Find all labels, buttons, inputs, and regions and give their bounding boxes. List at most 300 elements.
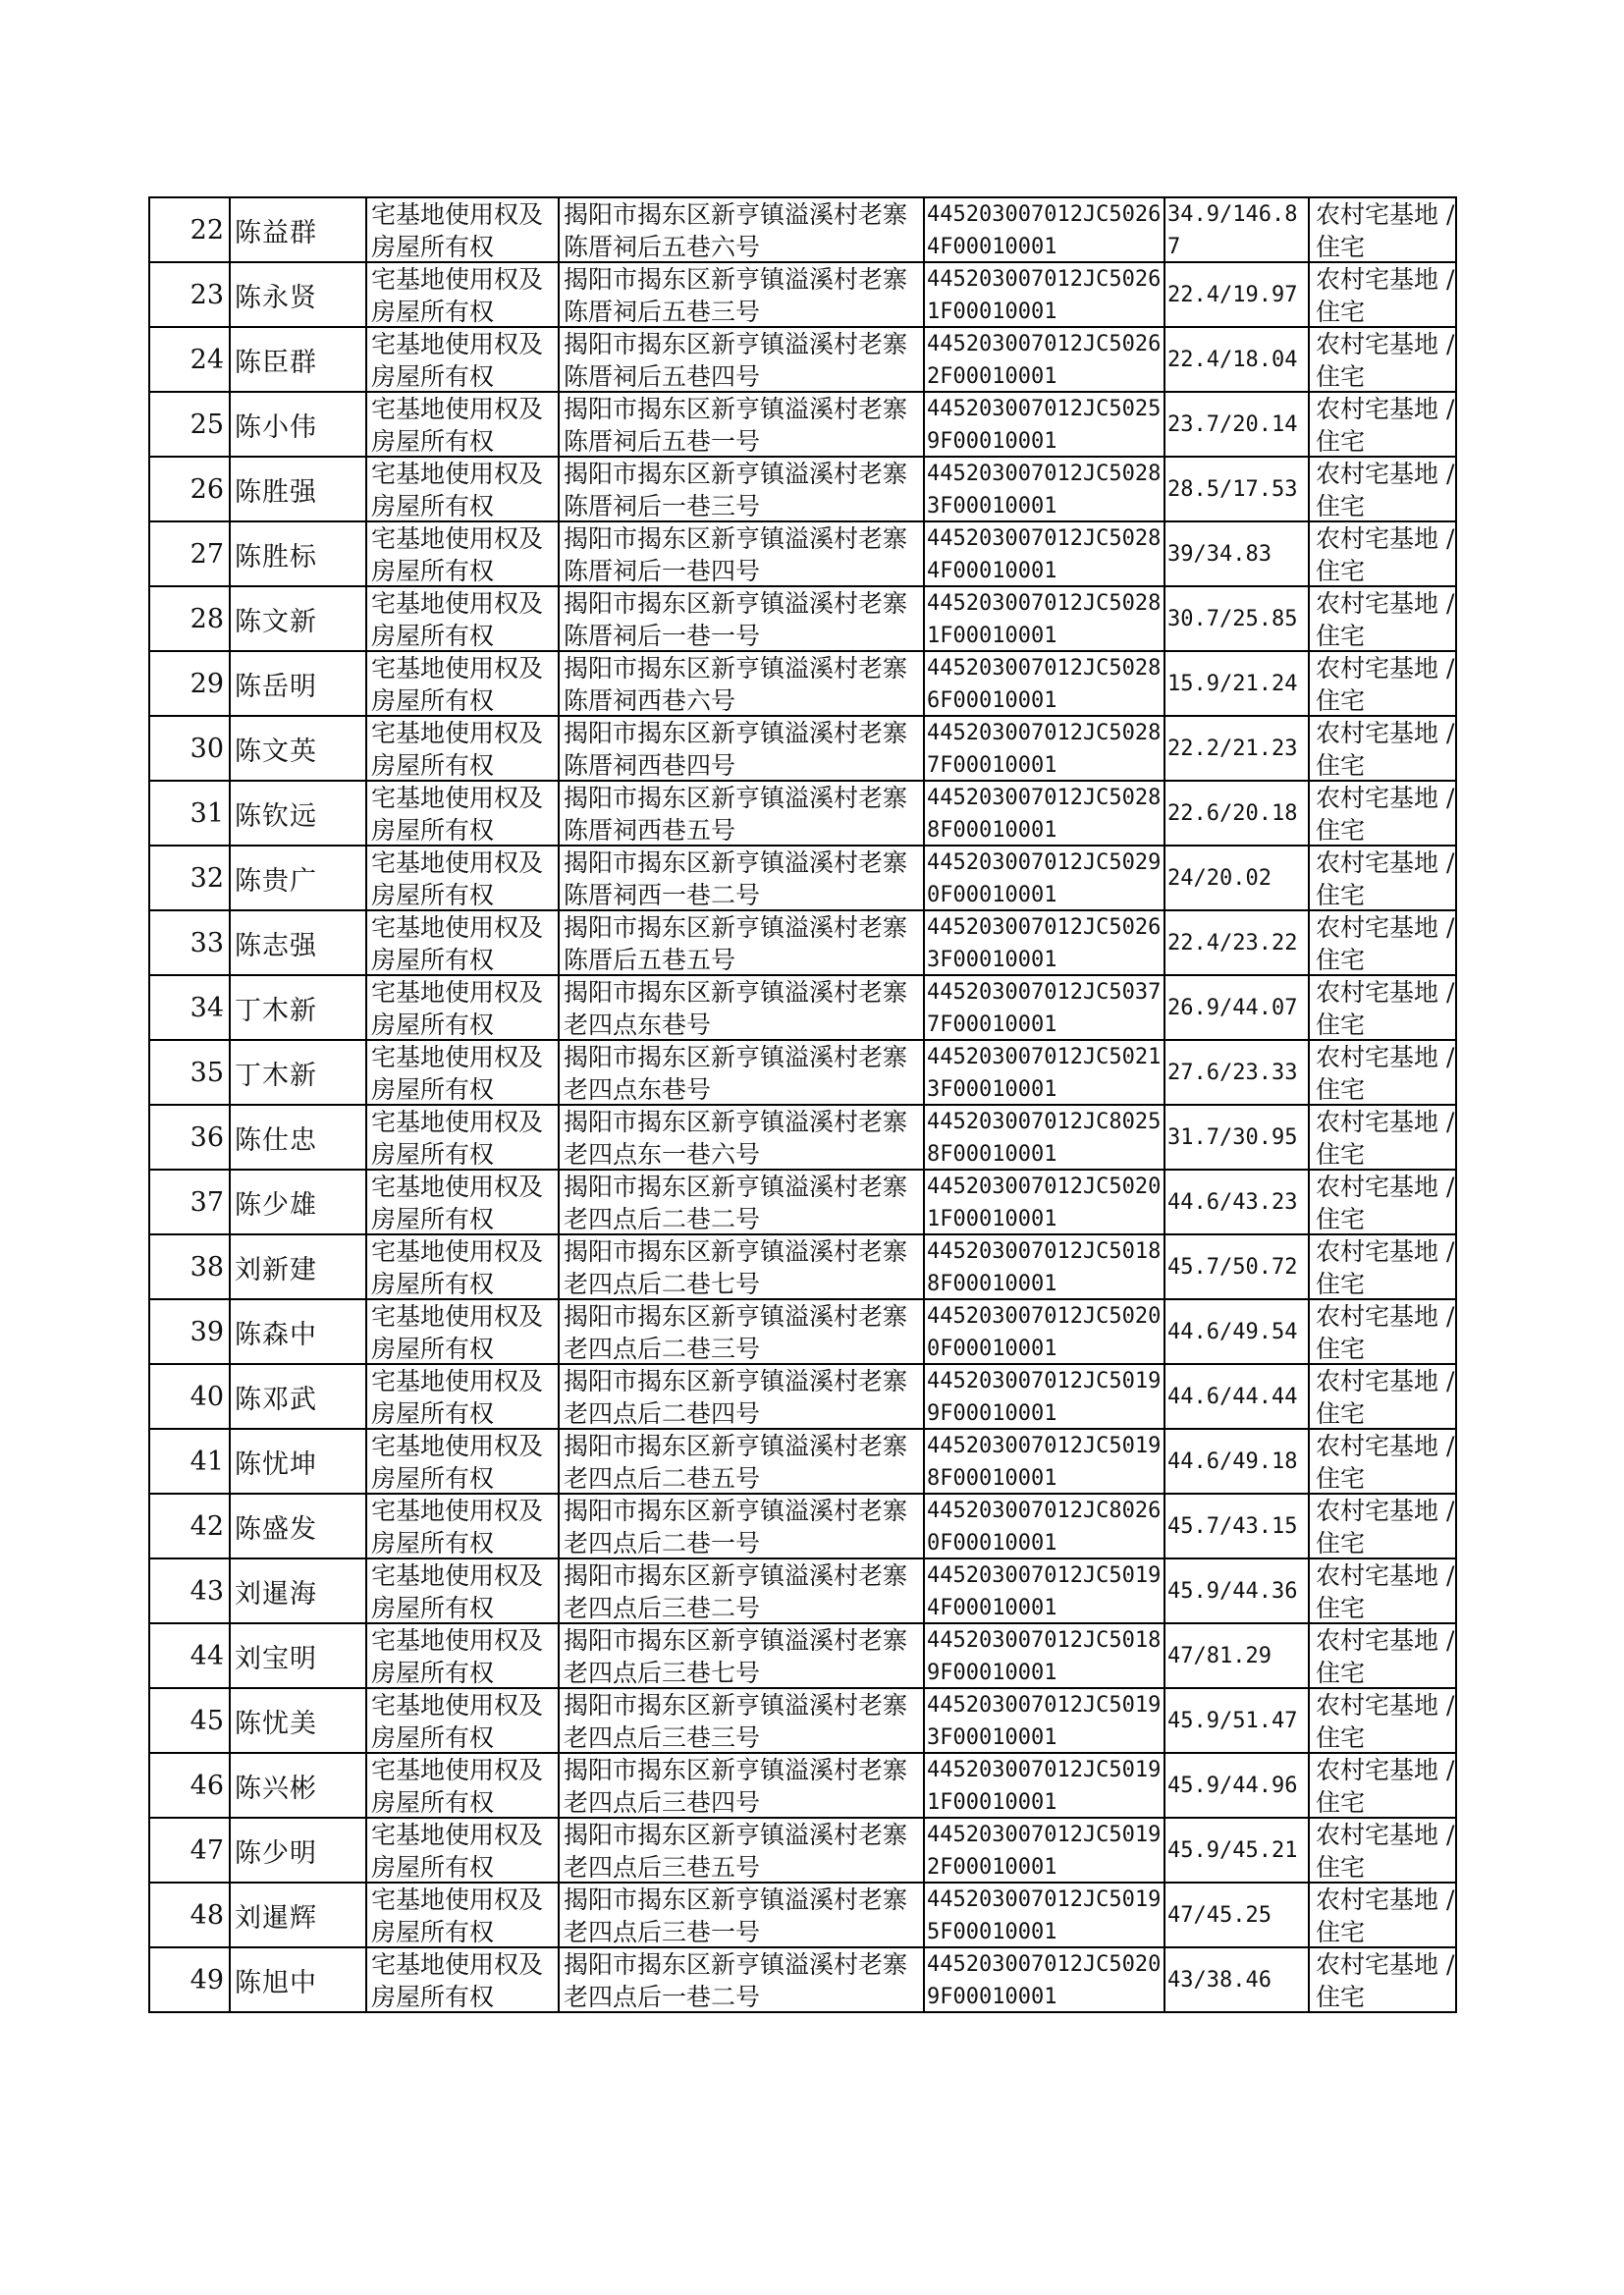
land-use: 农村宅基地 / 住宅 bbox=[1316, 654, 1455, 715]
unit-code: 445203007012JC50189F00010001 bbox=[927, 1628, 1162, 1685]
table-row bbox=[149, 586, 1456, 651]
row-number-cell bbox=[149, 521, 230, 586]
unit-code: 445203007012JC50261F00010001 bbox=[927, 267, 1162, 324]
row-number-cell bbox=[149, 1883, 230, 1947]
land-use-cell bbox=[1309, 1105, 1456, 1170]
property-address: 揭阳市揭东区新亨镇溢溪村老寨陈厝祠西一巷二号 bbox=[564, 848, 908, 909]
unit-code: 445203007012JC50264F00010001 bbox=[927, 202, 1162, 259]
land-use: 农村宅基地 / 住宅 bbox=[1316, 848, 1455, 909]
property-address: 揭阳市揭东区新亨镇溢溪村老寨老四点后三巷一号 bbox=[564, 1885, 908, 1946]
area-value-cell bbox=[1164, 1494, 1309, 1558]
owner-name: 陈少明 bbox=[235, 1837, 317, 1869]
land-use-cell bbox=[1309, 1040, 1456, 1105]
area-value-cell bbox=[1164, 1364, 1309, 1429]
row-number: 25 bbox=[189, 409, 224, 440]
table-row bbox=[149, 521, 1456, 586]
land-use: 农村宅基地 / 住宅 bbox=[1316, 1237, 1455, 1298]
area-value: 22.2/21.23 bbox=[1167, 736, 1298, 761]
property-address-cell bbox=[559, 846, 924, 910]
table-row bbox=[149, 1494, 1456, 1558]
area-value-cell bbox=[1164, 1753, 1309, 1818]
unit-code-cell bbox=[924, 1883, 1164, 1947]
unit-code-cell bbox=[924, 457, 1164, 521]
table-row bbox=[149, 975, 1456, 1040]
land-use: 农村宅基地 / 住宅 bbox=[1316, 1561, 1455, 1622]
row-number-cell bbox=[149, 1947, 230, 2012]
land-use-cell bbox=[1309, 521, 1456, 586]
row-number-cell bbox=[149, 1818, 230, 1883]
row-number: 26 bbox=[189, 473, 224, 505]
row-number-cell bbox=[149, 1429, 230, 1494]
right-type-cell bbox=[366, 1688, 559, 1753]
property-address-cell bbox=[559, 1040, 924, 1105]
unit-code: 445203007012JC50193F00010001 bbox=[927, 1693, 1162, 1750]
owner-name: 刘宝明 bbox=[235, 1643, 317, 1674]
owner-name: 陈兴彬 bbox=[235, 1773, 317, 1804]
land-use-cell bbox=[1309, 392, 1456, 457]
right-type: 宅基地使用权及房屋所有权 bbox=[371, 1626, 544, 1687]
unit-code: 445203007012JC50201F00010001 bbox=[927, 1175, 1162, 1231]
area-value: 45.9/44.36 bbox=[1167, 1578, 1298, 1604]
owner-name-cell bbox=[230, 1234, 366, 1299]
area-value: 44.6/49.18 bbox=[1167, 1448, 1298, 1474]
table-row bbox=[149, 1170, 1456, 1234]
right-type-cell bbox=[366, 651, 559, 716]
table-row bbox=[149, 1558, 1456, 1623]
right-type-cell bbox=[366, 457, 559, 521]
row-number-cell bbox=[149, 457, 230, 521]
right-type-cell bbox=[366, 392, 559, 457]
property-address-cell bbox=[559, 1299, 924, 1364]
unit-code: 445203007012JC50287F00010001 bbox=[927, 721, 1162, 778]
right-type-cell bbox=[366, 262, 559, 327]
area-value: 45.7/43.15 bbox=[1167, 1513, 1298, 1539]
right-type-cell bbox=[366, 781, 559, 846]
area-value: 28.5/17.53 bbox=[1167, 476, 1298, 502]
land-use: 农村宅基地 / 住宅 bbox=[1316, 1626, 1455, 1687]
area-value-cell bbox=[1164, 1558, 1309, 1623]
area-value-cell bbox=[1164, 1818, 1309, 1883]
land-use-cell bbox=[1309, 1429, 1456, 1494]
right-type: 宅基地使用权及房屋所有权 bbox=[371, 784, 544, 845]
land-use: 农村宅基地 / 住宅 bbox=[1316, 265, 1455, 326]
property-address-cell bbox=[559, 651, 924, 716]
right-type: 宅基地使用权及房屋所有权 bbox=[371, 1885, 544, 1946]
row-number: 24 bbox=[189, 344, 224, 375]
right-type: 宅基地使用权及房屋所有权 bbox=[371, 1237, 544, 1298]
property-address: 揭阳市揭东区新亨镇溢溪村老寨老四点后三巷三号 bbox=[564, 1691, 908, 1752]
owner-name-cell bbox=[230, 1494, 366, 1558]
property-address: 揭阳市揭东区新亨镇溢溪村老寨陈厝祠后五巷三号 bbox=[564, 265, 908, 326]
right-type: 宅基地使用权及房屋所有权 bbox=[371, 1497, 544, 1557]
property-address: 揭阳市揭东区新亨镇溢溪村老寨老四点东巷号 bbox=[564, 978, 908, 1039]
area-value: 45.9/45.21 bbox=[1167, 1837, 1298, 1863]
unit-code-cell bbox=[924, 521, 1164, 586]
row-number-cell bbox=[149, 1688, 230, 1753]
right-type: 宅基地使用权及房屋所有权 bbox=[371, 1691, 544, 1752]
owner-name-cell bbox=[230, 1429, 366, 1494]
right-type: 宅基地使用权及房屋所有权 bbox=[371, 654, 544, 715]
unit-code: 445203007012JC50194F00010001 bbox=[927, 1563, 1162, 1620]
unit-code-cell bbox=[924, 1040, 1164, 1105]
owner-name-cell bbox=[230, 521, 366, 586]
right-type: 宅基地使用权及房屋所有权 bbox=[371, 978, 544, 1039]
row-number-cell bbox=[149, 1558, 230, 1623]
land-use: 农村宅基地 / 住宅 bbox=[1316, 1302, 1455, 1363]
right-type-cell bbox=[366, 327, 559, 392]
owner-name-cell bbox=[230, 1299, 366, 1364]
property-address: 揭阳市揭东区新亨镇溢溪村老寨陈厝祠后一巷四号 bbox=[564, 524, 908, 585]
unit-code: 445203007012JC50286F00010001 bbox=[927, 656, 1162, 713]
land-use-cell bbox=[1309, 327, 1456, 392]
row-number-cell bbox=[149, 1494, 230, 1558]
property-address-cell bbox=[559, 457, 924, 521]
right-type-cell bbox=[366, 1105, 559, 1170]
right-type: 宅基地使用权及房屋所有权 bbox=[371, 589, 544, 650]
owner-name: 陈胜强 bbox=[235, 476, 317, 508]
row-number-cell bbox=[149, 975, 230, 1040]
right-type-cell bbox=[366, 1170, 559, 1234]
area-value: 44.6/49.54 bbox=[1167, 1319, 1298, 1344]
owner-name-cell bbox=[230, 1688, 366, 1753]
property-address: 揭阳市揭东区新亨镇溢溪村老寨陈厝祠西巷六号 bbox=[564, 654, 908, 715]
area-value-cell bbox=[1164, 846, 1309, 910]
table-row bbox=[149, 781, 1456, 846]
owner-name: 刘新建 bbox=[235, 1254, 317, 1285]
right-type: 宅基地使用权及房屋所有权 bbox=[371, 1432, 544, 1493]
property-address: 揭阳市揭东区新亨镇溢溪村老寨陈厝祠后五巷六号 bbox=[564, 200, 908, 261]
property-address: 揭阳市揭东区新亨镇溢溪村老寨老四点后三巷七号 bbox=[564, 1626, 908, 1687]
property-address: 揭阳市揭东区新亨镇溢溪村老寨陈厝祠后五巷四号 bbox=[564, 330, 908, 391]
unit-code: 445203007012JC50209F00010001 bbox=[927, 1952, 1162, 2009]
owner-name: 陈益群 bbox=[235, 217, 317, 248]
right-type: 宅基地使用权及房屋所有权 bbox=[371, 1173, 544, 1233]
unit-code: 445203007012JC50195F00010001 bbox=[927, 1887, 1162, 1944]
unit-code: 445203007012JC50263F00010001 bbox=[927, 915, 1162, 972]
owner-name: 陈忧坤 bbox=[235, 1448, 317, 1480]
owner-name: 陈文新 bbox=[235, 606, 317, 637]
unit-code: 445203007012JC80258F00010001 bbox=[927, 1110, 1162, 1167]
property-address: 揭阳市揭东区新亨镇溢溪村老寨老四点后三巷五号 bbox=[564, 1821, 908, 1882]
unit-code-cell bbox=[924, 327, 1164, 392]
row-number: 48 bbox=[189, 1899, 224, 1931]
right-type: 宅基地使用权及房屋所有权 bbox=[371, 1756, 544, 1817]
property-address: 揭阳市揭东区新亨镇溢溪村老寨老四点后三巷二号 bbox=[564, 1561, 908, 1622]
right-type-cell bbox=[366, 910, 559, 975]
land-use-cell bbox=[1309, 1753, 1456, 1818]
land-use-cell bbox=[1309, 846, 1456, 910]
table-row bbox=[149, 1883, 1456, 1947]
land-use-cell bbox=[1309, 716, 1456, 781]
property-address-cell bbox=[559, 586, 924, 651]
area-value-cell bbox=[1164, 1040, 1309, 1105]
row-number-cell bbox=[149, 910, 230, 975]
row-number: 35 bbox=[189, 1057, 224, 1088]
land-use: 农村宅基地 / 住宅 bbox=[1316, 1821, 1455, 1882]
unit-code-cell bbox=[924, 1299, 1164, 1364]
table-row bbox=[149, 846, 1456, 910]
unit-code-cell bbox=[924, 1364, 1164, 1429]
owner-name-cell bbox=[230, 457, 366, 521]
property-address-cell bbox=[559, 1558, 924, 1623]
area-value-cell bbox=[1164, 521, 1309, 586]
area-value: 47/81.29 bbox=[1167, 1643, 1272, 1668]
area-value: 31.7/30.95 bbox=[1167, 1124, 1298, 1150]
area-value-cell bbox=[1164, 1429, 1309, 1494]
row-number: 40 bbox=[189, 1381, 224, 1412]
property-address-cell bbox=[559, 1623, 924, 1688]
area-value-cell bbox=[1164, 1883, 1309, 1947]
area-value-cell bbox=[1164, 392, 1309, 457]
area-value: 47/45.25 bbox=[1167, 1902, 1272, 1928]
unit-code: 445203007012JC50188F00010001 bbox=[927, 1239, 1162, 1296]
unit-code-cell bbox=[924, 1753, 1164, 1818]
area-value: 34.9/146.87 bbox=[1167, 202, 1298, 259]
area-value: 22.4/23.22 bbox=[1167, 930, 1298, 956]
property-address-cell bbox=[559, 1170, 924, 1234]
unit-code-cell bbox=[924, 262, 1164, 327]
property-address-cell bbox=[559, 1429, 924, 1494]
land-use: 农村宅基地 / 住宅 bbox=[1316, 1367, 1455, 1428]
row-number-cell bbox=[149, 392, 230, 457]
land-use: 农村宅基地 / 住宅 bbox=[1316, 460, 1455, 520]
right-type-cell bbox=[366, 1364, 559, 1429]
unit-code-cell bbox=[924, 197, 1164, 262]
unit-code-cell bbox=[924, 1688, 1164, 1753]
table-row bbox=[149, 716, 1456, 781]
property-address: 揭阳市揭东区新亨镇溢溪村老寨老四点后三巷四号 bbox=[564, 1756, 908, 1817]
area-value-cell bbox=[1164, 197, 1309, 262]
unit-code-cell bbox=[924, 392, 1164, 457]
unit-code: 445203007012JC50191F00010001 bbox=[927, 1758, 1162, 1815]
owner-name: 陈贵广 bbox=[235, 865, 317, 897]
land-use: 农村宅基地 / 住宅 bbox=[1316, 330, 1455, 391]
owner-name: 陈永贤 bbox=[235, 282, 317, 313]
row-number-cell bbox=[149, 586, 230, 651]
row-number-cell bbox=[149, 1364, 230, 1429]
unit-code: 445203007012JC80260F00010001 bbox=[927, 1499, 1162, 1556]
table-row bbox=[149, 392, 1456, 457]
row-number: 32 bbox=[189, 862, 224, 894]
table-row bbox=[149, 457, 1456, 521]
owner-name: 陈邓武 bbox=[235, 1384, 317, 1415]
unit-code: 445203007012JC50200F00010001 bbox=[927, 1304, 1162, 1361]
unit-code: 445203007012JC50213F00010001 bbox=[927, 1045, 1162, 1102]
land-use: 农村宅基地 / 住宅 bbox=[1316, 1497, 1455, 1557]
owner-name-cell bbox=[230, 975, 366, 1040]
property-address-cell bbox=[559, 1234, 924, 1299]
right-type-cell bbox=[366, 1558, 559, 1623]
property-address: 揭阳市揭东区新亨镇溢溪村老寨陈厝后五巷五号 bbox=[564, 913, 908, 974]
right-type: 宅基地使用权及房屋所有权 bbox=[371, 1950, 544, 2011]
property-address: 揭阳市揭东区新亨镇溢溪村老寨陈厝祠西巷五号 bbox=[564, 784, 908, 845]
row-number: 34 bbox=[189, 992, 224, 1023]
unit-code-cell bbox=[924, 975, 1164, 1040]
property-address-cell bbox=[559, 781, 924, 846]
owner-name-cell bbox=[230, 1105, 366, 1170]
land-use: 农村宅基地 / 住宅 bbox=[1316, 395, 1455, 456]
owner-name-cell bbox=[230, 716, 366, 781]
unit-code: 445203007012JC50290F00010001 bbox=[927, 850, 1162, 907]
right-type-cell bbox=[366, 1818, 559, 1883]
right-type-cell bbox=[366, 586, 559, 651]
property-address-cell bbox=[559, 910, 924, 975]
area-value: 44.6/43.23 bbox=[1167, 1189, 1298, 1215]
table-row bbox=[149, 1753, 1456, 1818]
row-number: 27 bbox=[189, 538, 224, 570]
unit-code-cell bbox=[924, 586, 1164, 651]
right-type: 宅基地使用权及房屋所有权 bbox=[371, 1043, 544, 1104]
row-number: 41 bbox=[189, 1446, 224, 1477]
land-use-cell bbox=[1309, 457, 1456, 521]
property-address-cell bbox=[559, 1364, 924, 1429]
unit-code-cell bbox=[924, 846, 1164, 910]
area-value: 23.7/20.14 bbox=[1167, 411, 1298, 437]
owner-name: 陈胜标 bbox=[235, 541, 317, 573]
property-address-cell bbox=[559, 1753, 924, 1818]
owner-name: 陈盛发 bbox=[235, 1513, 317, 1545]
owner-name: 刘暹辉 bbox=[235, 1902, 317, 1934]
owner-name: 刘暹海 bbox=[235, 1578, 317, 1610]
land-use: 农村宅基地 / 住宅 bbox=[1316, 524, 1455, 585]
land-use: 农村宅基地 / 住宅 bbox=[1316, 1950, 1455, 2011]
area-value: 26.9/44.07 bbox=[1167, 995, 1298, 1020]
unit-code-cell bbox=[924, 1429, 1164, 1494]
row-number-cell bbox=[149, 327, 230, 392]
area-value: 45.9/44.96 bbox=[1167, 1773, 1298, 1798]
unit-code-cell bbox=[924, 781, 1164, 846]
table-row bbox=[149, 1105, 1456, 1170]
right-type: 宅基地使用权及房屋所有权 bbox=[371, 265, 544, 326]
area-value: 15.9/21.24 bbox=[1167, 671, 1298, 696]
land-use: 农村宅基地 / 住宅 bbox=[1316, 978, 1455, 1039]
property-address-cell bbox=[559, 1688, 924, 1753]
area-value-cell bbox=[1164, 1170, 1309, 1234]
row-number-cell bbox=[149, 651, 230, 716]
land-use-cell bbox=[1309, 586, 1456, 651]
land-use-cell bbox=[1309, 1364, 1456, 1429]
area-value-cell bbox=[1164, 1688, 1309, 1753]
area-value-cell bbox=[1164, 1105, 1309, 1170]
right-type: 宅基地使用权及房屋所有权 bbox=[371, 1108, 544, 1169]
property-address: 揭阳市揭东区新亨镇溢溪村老寨陈厝祠后一巷三号 bbox=[564, 460, 908, 520]
owner-name: 陈臣群 bbox=[235, 347, 317, 378]
owner-name: 陈仕忠 bbox=[235, 1124, 317, 1156]
owner-name: 陈钦远 bbox=[235, 800, 317, 832]
unit-code: 445203007012JC50192F00010001 bbox=[927, 1823, 1162, 1880]
table-row bbox=[149, 1234, 1456, 1299]
land-use-cell bbox=[1309, 1558, 1456, 1623]
right-type: 宅基地使用权及房屋所有权 bbox=[371, 524, 544, 585]
right-type-cell bbox=[366, 716, 559, 781]
right-type-cell bbox=[366, 1753, 559, 1818]
unit-code-cell bbox=[924, 1494, 1164, 1558]
right-type: 宅基地使用权及房屋所有权 bbox=[371, 200, 544, 261]
right-type-cell bbox=[366, 1494, 559, 1558]
land-use-cell bbox=[1309, 1883, 1456, 1947]
row-number: 39 bbox=[189, 1316, 224, 1347]
area-value: 39/34.83 bbox=[1167, 541, 1272, 567]
area-value-cell bbox=[1164, 1623, 1309, 1688]
row-number-cell bbox=[149, 1299, 230, 1364]
right-type: 宅基地使用权及房屋所有权 bbox=[371, 1821, 544, 1882]
right-type-cell bbox=[366, 975, 559, 1040]
unit-code-cell bbox=[924, 1947, 1164, 2012]
property-address: 揭阳市揭东区新亨镇溢溪村老寨陈厝祠后五巷一号 bbox=[564, 395, 908, 456]
unit-code-cell bbox=[924, 1558, 1164, 1623]
area-value-cell bbox=[1164, 975, 1309, 1040]
table-row bbox=[149, 327, 1456, 392]
owner-name-cell bbox=[230, 1623, 366, 1688]
row-number-cell bbox=[149, 262, 230, 327]
area-value: 22.6/20.18 bbox=[1167, 800, 1298, 826]
area-value: 44.6/44.44 bbox=[1167, 1384, 1298, 1409]
owner-name: 丁木新 bbox=[235, 1060, 317, 1091]
property-address: 揭阳市揭东区新亨镇溢溪村老寨老四点后二巷一号 bbox=[564, 1497, 908, 1557]
right-type-cell bbox=[366, 1429, 559, 1494]
area-value-cell bbox=[1164, 781, 1309, 846]
owner-name: 丁木新 bbox=[235, 995, 317, 1026]
unit-code-cell bbox=[924, 1234, 1164, 1299]
owner-name: 陈岳明 bbox=[235, 671, 317, 702]
owner-name-cell bbox=[230, 1558, 366, 1623]
area-value: 22.4/19.97 bbox=[1167, 282, 1298, 307]
owner-name-cell bbox=[230, 1883, 366, 1947]
land-use: 农村宅基地 / 住宅 bbox=[1316, 1691, 1455, 1752]
area-value-cell bbox=[1164, 327, 1309, 392]
row-number-cell bbox=[149, 846, 230, 910]
land-use-cell bbox=[1309, 910, 1456, 975]
unit-code-cell bbox=[924, 910, 1164, 975]
property-address-cell bbox=[559, 327, 924, 392]
area-value-cell bbox=[1164, 1234, 1309, 1299]
owner-name-cell bbox=[230, 586, 366, 651]
land-use-cell bbox=[1309, 1947, 1456, 2012]
owner-name-cell bbox=[230, 910, 366, 975]
owner-name: 陈旭中 bbox=[235, 1967, 317, 1998]
owner-name-cell bbox=[230, 1364, 366, 1429]
property-address: 揭阳市揭东区新亨镇溢溪村老寨老四点后二巷三号 bbox=[564, 1302, 908, 1363]
owner-name-cell bbox=[230, 846, 366, 910]
row-number: 23 bbox=[189, 279, 224, 310]
owner-name: 陈文英 bbox=[235, 736, 317, 767]
right-type: 宅基地使用权及房屋所有权 bbox=[371, 330, 544, 391]
row-number: 47 bbox=[189, 1834, 224, 1866]
owner-name-cell bbox=[230, 262, 366, 327]
owner-name-cell bbox=[230, 1947, 366, 2012]
right-type-cell bbox=[366, 1623, 559, 1688]
property-address: 揭阳市揭东区新亨镇溢溪村老寨老四点后二巷七号 bbox=[564, 1237, 908, 1298]
area-value: 45.7/50.72 bbox=[1167, 1254, 1298, 1280]
land-use: 农村宅基地 / 住宅 bbox=[1316, 1173, 1455, 1233]
row-number: 28 bbox=[189, 603, 224, 634]
land-use: 农村宅基地 / 住宅 bbox=[1316, 200, 1455, 261]
table-row bbox=[149, 1623, 1456, 1688]
row-number-cell bbox=[149, 781, 230, 846]
property-address-cell bbox=[559, 197, 924, 262]
area-value-cell bbox=[1164, 457, 1309, 521]
right-type: 宅基地使用权及房屋所有权 bbox=[371, 460, 544, 520]
unit-code: 445203007012JC50262F00010001 bbox=[927, 332, 1162, 389]
property-address: 揭阳市揭东区新亨镇溢溪村老寨陈厝祠西巷四号 bbox=[564, 719, 908, 780]
owner-name: 陈少雄 bbox=[235, 1189, 317, 1221]
row-number: 38 bbox=[189, 1251, 224, 1283]
area-value-cell bbox=[1164, 910, 1309, 975]
land-use: 农村宅基地 / 住宅 bbox=[1316, 913, 1455, 974]
row-number: 43 bbox=[189, 1575, 224, 1607]
property-address-cell bbox=[559, 975, 924, 1040]
unit-code-cell bbox=[924, 1623, 1164, 1688]
